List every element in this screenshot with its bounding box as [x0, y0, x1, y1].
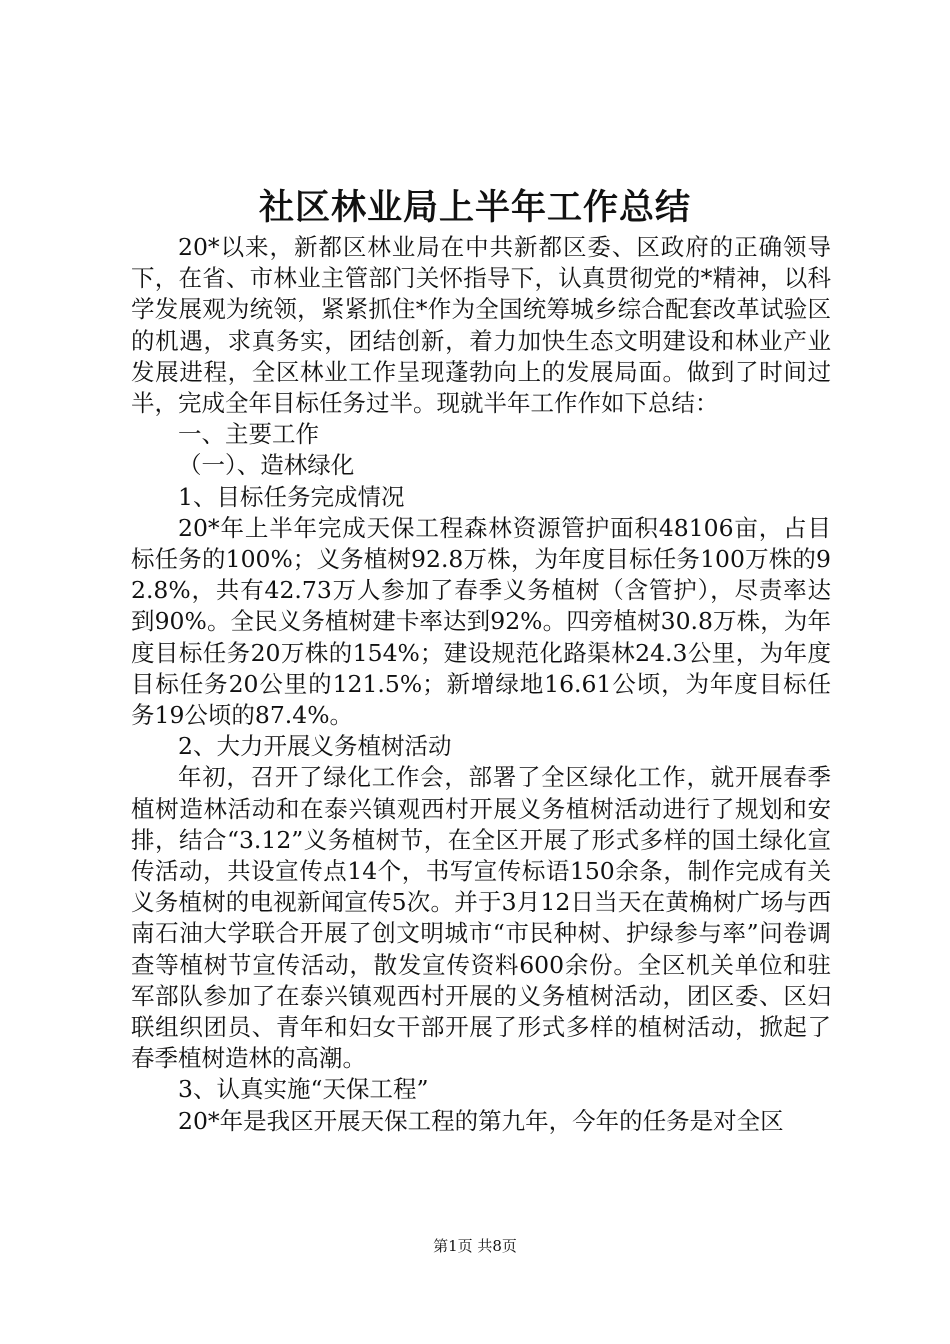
section-heading-main-work: 一、主要工作 — [178, 420, 319, 449]
document-body — [131, 232, 831, 1137]
natural-forest-protection-paragraph: 20*年是我区开展天保工程的第九年，今年的任务是对全区 — [178, 1106, 784, 1135]
intro-paragraph: 20*以来，新都区林业局在中共新都区委、区政府的正确领导下，在省、市林业主管部门关怀指导下，认真贯彻党的*精神，以科学发展观为统领，紧紧抓住*作为全国统筹城乡综合配套改革试验区的机遇，求真务实，团结创新，着力加快生态文明建设和林业产业发展进程，全区林业工作呈现蓬勃向上的发展局面。做到了时间过半，完成全年目标任务过半。现就半年工作作如下总结： — [131, 233, 831, 418]
item-heading-target-completion: 1、目标任务完成情况 — [178, 482, 405, 511]
item-heading-voluntary-planting: 2、大力开展义务植树活动 — [178, 732, 452, 761]
voluntary-planting-paragraph: 年初，召开了绿化工作会，部署了全区绿化工作，就开展春季植树造林活动和在泰兴镇观西村开展义务植树活动进行了规划和安排，结合“3.12”义务植树节，在全区开展了形式多样的国土绿化宣传活动，共设宣传点14个，书写宣传标语150余条，制作完成有关义务植树的电视新闻宣传5次。并于3月12日当天在黄桷树广场与西南石油大学联合开展了创文明城市“市民种树、护绿参与率”问卷调查等植树节宣传活动，散发宣传资料600余份。全区机关单位和驻军部队参加了在泰兴镇观西村开展的义务植树活动，团区委、区妇联组织团员、青年和妇女干部开展了形式多样的植树活动，掀起了春季植树造林的高潮。 — [131, 763, 831, 1073]
page-footer: 第1页 共8页 — [433, 1237, 517, 1255]
subsection-heading-afforestation: （一）、造林绿化 — [178, 451, 355, 480]
document-title: 社区林业局上半年工作总结 — [258, 187, 691, 228]
item-heading-natural-forest-protection: 3、认真实施“天保工程” — [178, 1075, 429, 1104]
target-completion-paragraph: 20*年上半年完成天保工程森林资源管护面积48106亩，占目标任务的100%；义务植树92.8万株，为年度目标任务100万株的92.8%，共有42.73万人参加了春季义务植树（含管护），尽责率达到90%。全民义务植树建卡率达到92%。四旁植树30.8万株，为年度目标任务20万株的154%；建设规范化路渠林24.3公里，为年度目标任务20公里的121.5%；新增绿地16.61公顷，为年度目标任务19公顷的87.4%。 — [131, 513, 831, 730]
